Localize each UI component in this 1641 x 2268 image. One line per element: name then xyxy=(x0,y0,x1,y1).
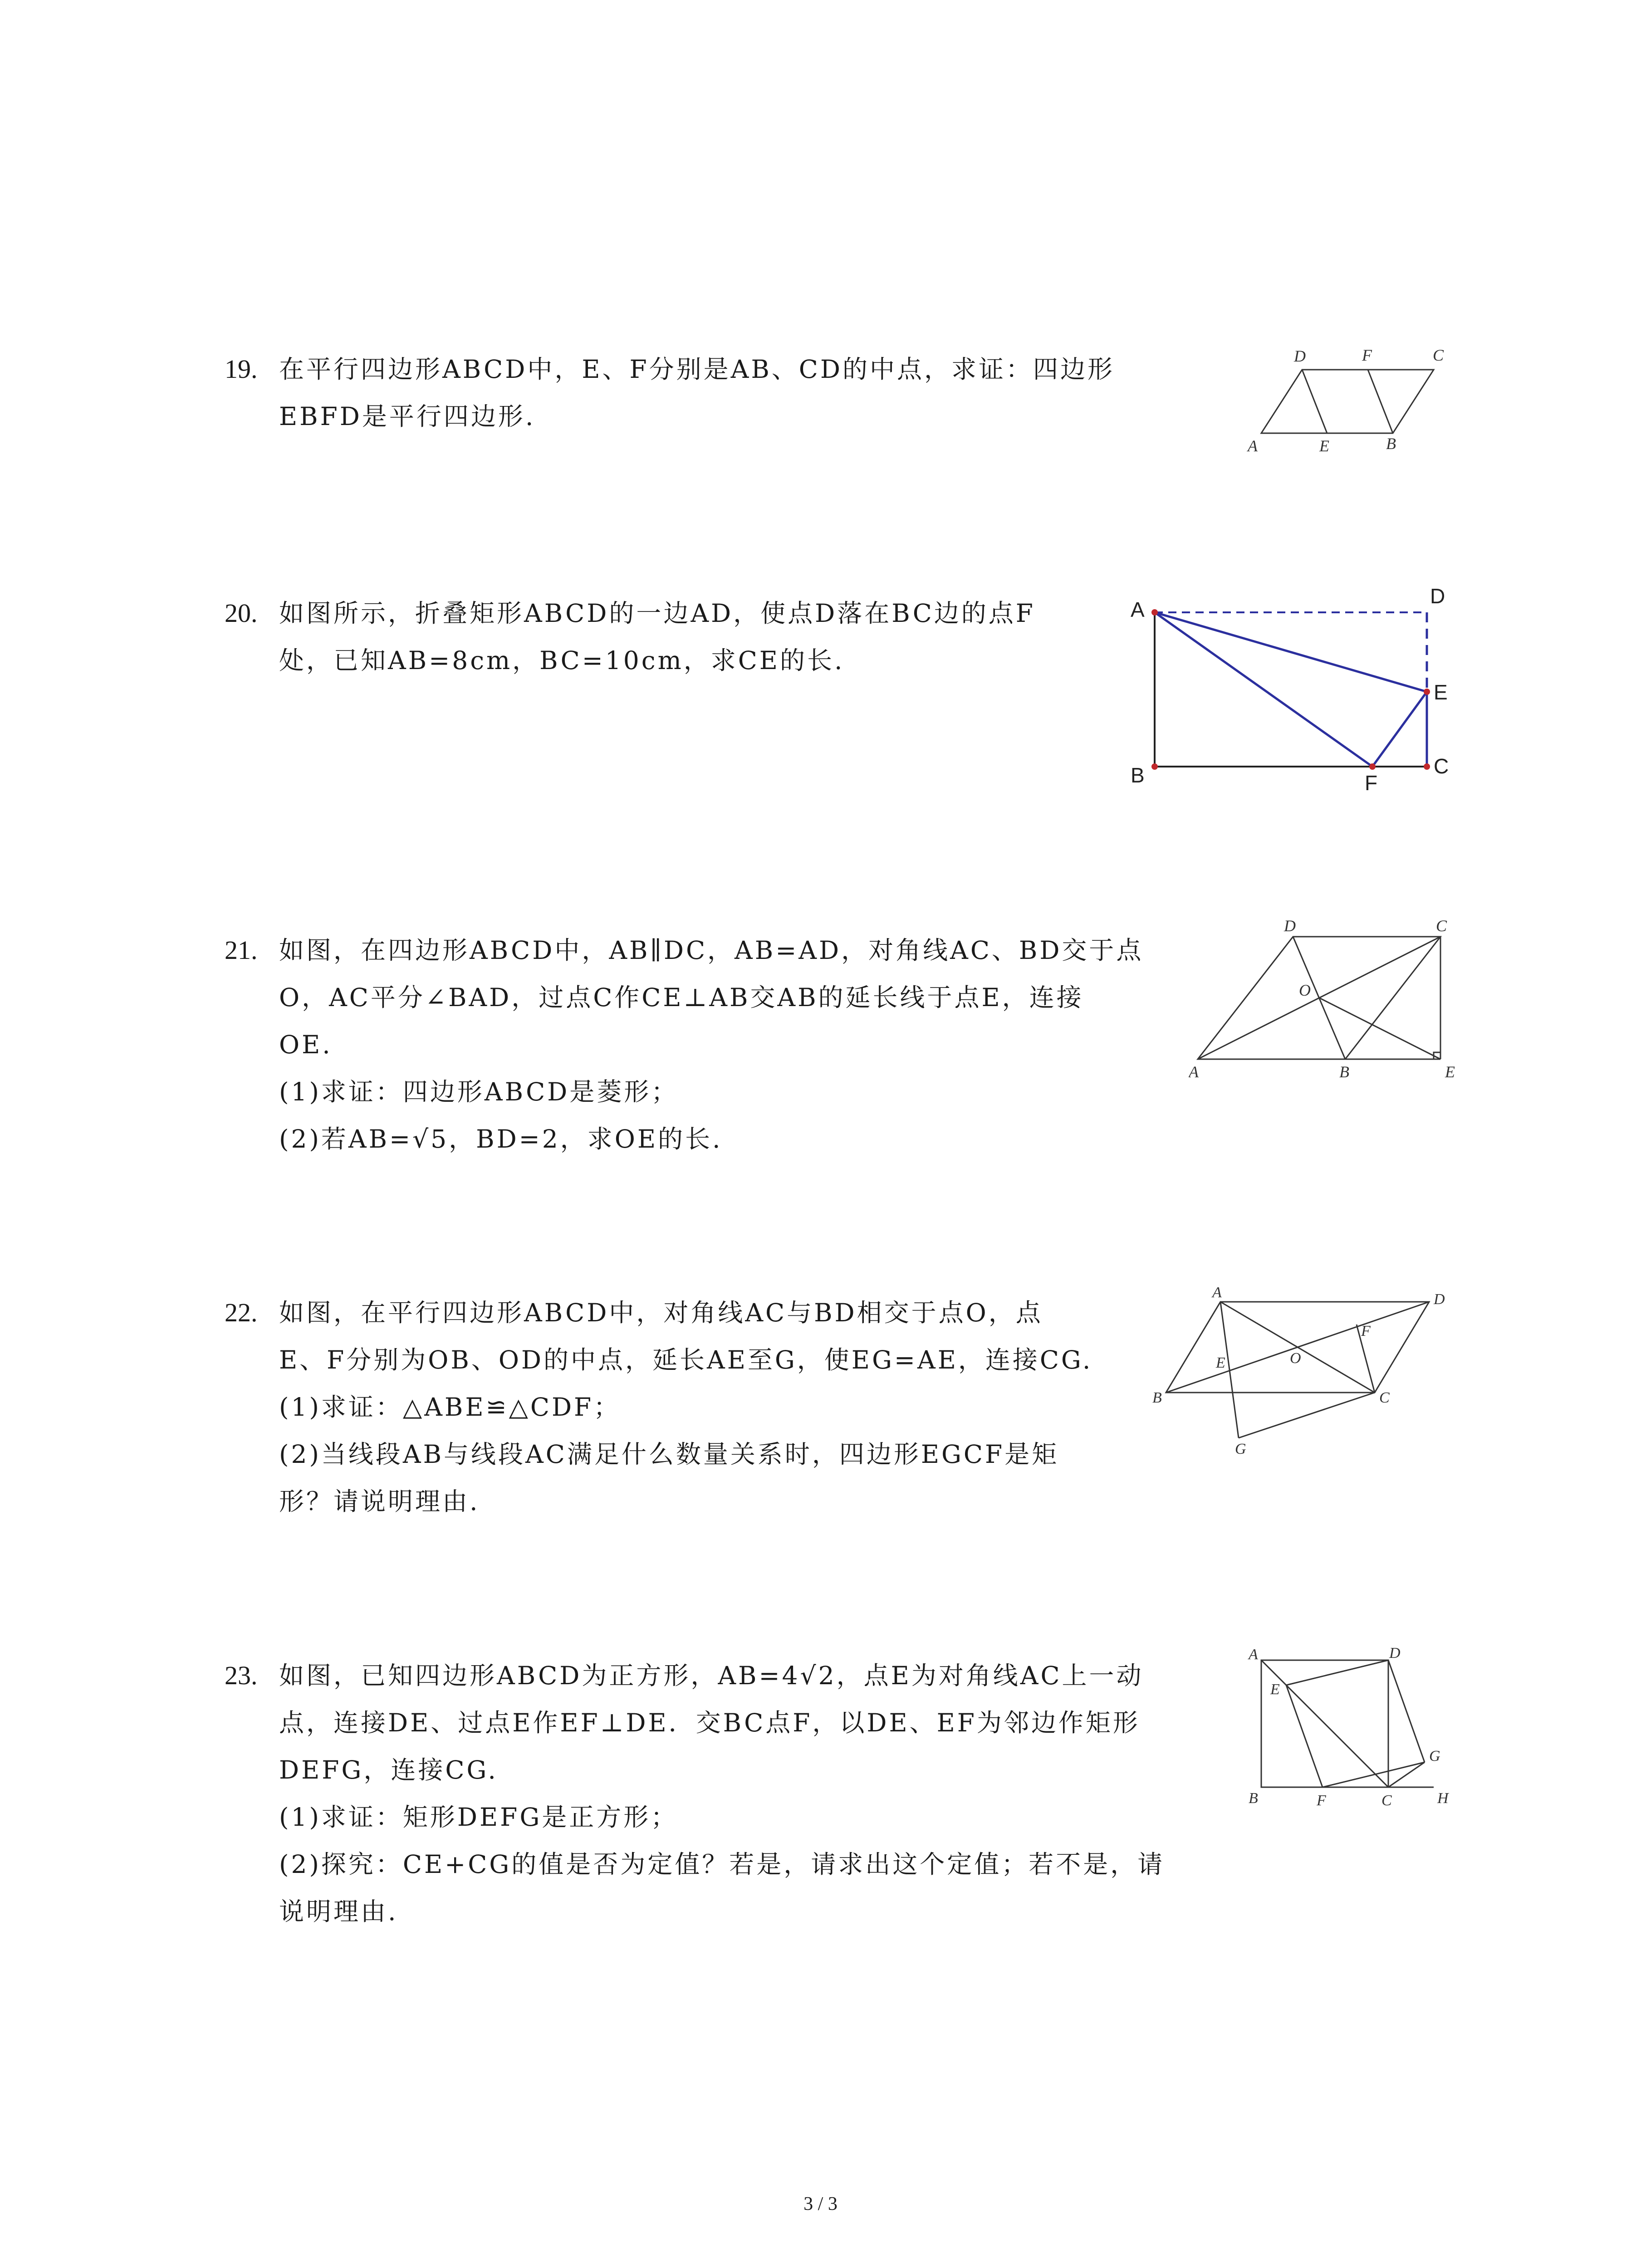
question-number: 22. xyxy=(225,1298,258,1327)
text-line: 如图，在平行四边形ABCD中，对角线AC与BD相交于点O，点 xyxy=(279,1298,1043,1327)
question-text xyxy=(279,1652,1165,1935)
question-text xyxy=(279,1289,1092,1525)
label-E: E xyxy=(1216,1354,1225,1371)
text-line: O，AC平分∠BAD，过点C作CE⊥AB交AB的延长线于点E，连接 xyxy=(279,983,1084,1012)
label-H: H xyxy=(1437,1790,1449,1807)
figure-rhombus-21 xyxy=(1189,919,1479,1086)
text-line: EBFD是平行四边形. xyxy=(279,402,536,431)
label-A: A xyxy=(1249,1646,1258,1663)
label-A: A xyxy=(1131,598,1145,621)
text-line: 说明理由. xyxy=(279,1897,398,1926)
label-D: D xyxy=(1284,919,1296,935)
text-line: 在平行四边形ABCD中，E、F分别是AB、CD的中点，求证：四边形 xyxy=(279,355,1115,384)
text-line: (2)若AB=√5，BD=2，求OE的长. xyxy=(279,1124,723,1154)
question-number: 23. xyxy=(225,1661,258,1690)
label-A: A xyxy=(1248,437,1258,455)
label-F: F xyxy=(1362,346,1372,364)
label-C: C xyxy=(1434,754,1449,778)
figure-parallelogram-19 xyxy=(1243,342,1470,465)
text-line: 点，连接DE、过点E作EF⊥DE．交BC点F，以DE、EF为邻边作矩形 xyxy=(279,1708,1140,1737)
label-A: A xyxy=(1212,1284,1222,1301)
text-line: 如图，已知四边形ABCD为正方形，AB=4√2，点E为对角线AC上一动 xyxy=(279,1661,1144,1690)
label-B: B xyxy=(1249,1790,1258,1807)
figure-parallelogram-22 xyxy=(1134,1284,1470,1461)
text-line: DEFG，连接CG. xyxy=(279,1755,498,1784)
question-number: 19. xyxy=(225,354,258,384)
label-E: E xyxy=(1319,437,1329,455)
text-line: (1)求证：四边形ABCD是菱形； xyxy=(279,1077,679,1106)
question-number: 21. xyxy=(225,935,258,965)
text-line: (2)探究：CE+CG的值是否为定值？若是，请求出这个定值；若不是，请 xyxy=(279,1850,1165,1879)
text-line: OE. xyxy=(279,1030,333,1059)
label-C: C xyxy=(1436,919,1447,935)
question-text xyxy=(279,927,1143,1163)
label-D: D xyxy=(1389,1645,1401,1662)
text-line: 如图所示，折叠矩形ABCD的一边AD，使点D落在BC边的点F xyxy=(279,599,1035,628)
label-G: G xyxy=(1235,1441,1246,1457)
text-line: (1)求证：△ABE≌△CDF； xyxy=(279,1393,621,1422)
text-line: (2)当线段AB与线段AC满足什么数量关系时，四边形EGCF是矩 xyxy=(279,1440,1059,1469)
text-line: (1)求证：矩形DEFG是正方形； xyxy=(279,1803,678,1832)
label-G: G xyxy=(1429,1748,1440,1765)
label-E: E xyxy=(1434,680,1448,704)
label-D: D xyxy=(1294,347,1306,365)
question-number: 20. xyxy=(225,598,258,628)
text-line: 处，已知AB=8cm，BC=10cm，求CE的长. xyxy=(279,646,845,675)
text-line: 如图，在四边形ABCD中，AB∥DC，AB=AD，对角线AC、BD交于点 xyxy=(279,936,1144,965)
label-B: B xyxy=(1339,1063,1349,1081)
figure-square-23 xyxy=(1225,1642,1461,1819)
page-number: 3 / 3 xyxy=(803,2194,838,2214)
label-E: E xyxy=(1270,1681,1280,1698)
label-F: F xyxy=(1361,1323,1371,1339)
label-A: A xyxy=(1189,1063,1199,1081)
text-line: E、F分别为OB、OD的中点，延长AE至G，使EG=AE，连接CG. xyxy=(279,1345,1093,1374)
label-D: D xyxy=(1434,1291,1445,1308)
question-text xyxy=(279,590,1035,684)
label-F: F xyxy=(1317,1792,1326,1809)
label-O: O xyxy=(1299,981,1311,999)
label-E: E xyxy=(1445,1063,1455,1081)
label-D: D xyxy=(1430,584,1445,608)
label-C: C xyxy=(1433,346,1444,364)
label-B: B xyxy=(1152,1389,1162,1406)
figure-folded-rectangle-20 xyxy=(1125,581,1497,807)
label-C: C xyxy=(1379,1389,1390,1406)
label-C: C xyxy=(1381,1792,1392,1809)
label-F: F xyxy=(1365,771,1378,795)
label-B: B xyxy=(1386,435,1396,453)
question-text xyxy=(279,346,1115,440)
label-O: O xyxy=(1290,1350,1301,1367)
text-line: 形？请说明理由. xyxy=(279,1487,480,1516)
label-B: B xyxy=(1131,763,1145,787)
